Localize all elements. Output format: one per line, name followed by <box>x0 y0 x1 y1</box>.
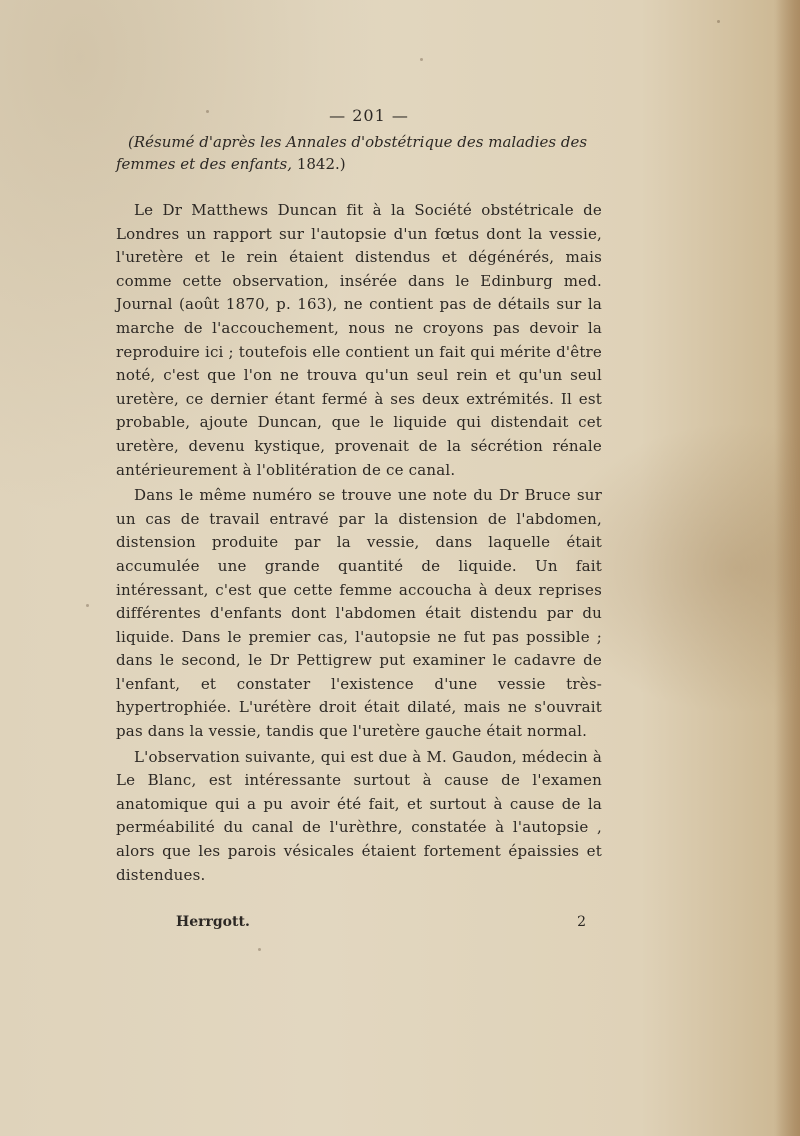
signature-mark: 2 <box>577 914 586 930</box>
paper-speck <box>420 58 423 61</box>
source-text: (Résumé d'après les Annales d'obstétrique des maladies des femmes et des enfants, <box>116 133 588 173</box>
paper-speck <box>717 20 720 23</box>
paper-speck <box>258 948 261 951</box>
paragraph-bruce: Dans le même numéro se trouve une note du Dr Bruce sur un cas de travail entravé par la distension de l'abdomen, distension produite par la vessie, dans laquelle était accumulée une grande quantité de liquide. Un fait intéressant, c'est que cette femme accoucha à deux reprises différentes d'enfants dont l'abdomen était distendu par du liquide. Dans le premier cas, l'autopsie ne fut pas possible ; dans le second, le Dr Pettigrew put examiner le cadavre de l'enfant, et constater l'existence d'une vessie très-hypertrophiée. L'urétère droit était dilaté, mais ne s'ouvrait pas dans la vessie, tandis que l'uretère gauche était normal. <box>116 486 602 741</box>
paragraph-gaudon: L'observation suivante, qui est due à M. Gaudon, médecin à Le Blanc, est intéressante surtout à cause de l'examen anatomique qui a pu avoir été fait, et surtout à cause de la perméabilité du canal de l'urèthre, constatée à l'autopsie , alors que les parois vésicales étaient fortement épaissies et distendues. <box>116 747 602 884</box>
source-year: 1842.) <box>296 155 346 173</box>
paper-speck <box>86 604 89 607</box>
page-edge-shadow <box>774 0 800 1136</box>
footer-author: Herrgott. <box>176 914 250 930</box>
source-citation <box>116 131 602 175</box>
page-number: — 201 — <box>329 106 409 125</box>
page-content <box>116 106 602 887</box>
paragraph-duncan: Le Dr Matthews Duncan fit à la Société obstétricale de Londres un rapport sur l'autopsie d'un fœtus dont la vessie, l'uretère et le rein étaient distendus et dégénérés, mais comme cette observation, insérée dans le Edinburg med. Journal (août 1870, p. 163), ne contient pas de détails sur la marche de l'accouchement, nous ne croyons pas devoir la reproduire ici ; toutefois elle contient un fait qui mérite d'être noté, c'est que l'on ne trouva qu'un seul rein et qu'un seul uretère, ce dernier étant fermé à ses deux extrémités. Il est probable, ajoute Duncan, que le liquide qui distendait cet uretère, devenu kystique, provenait de la sécrétion rénale antérieurement à l'oblitération de ce canal. <box>116 201 602 479</box>
